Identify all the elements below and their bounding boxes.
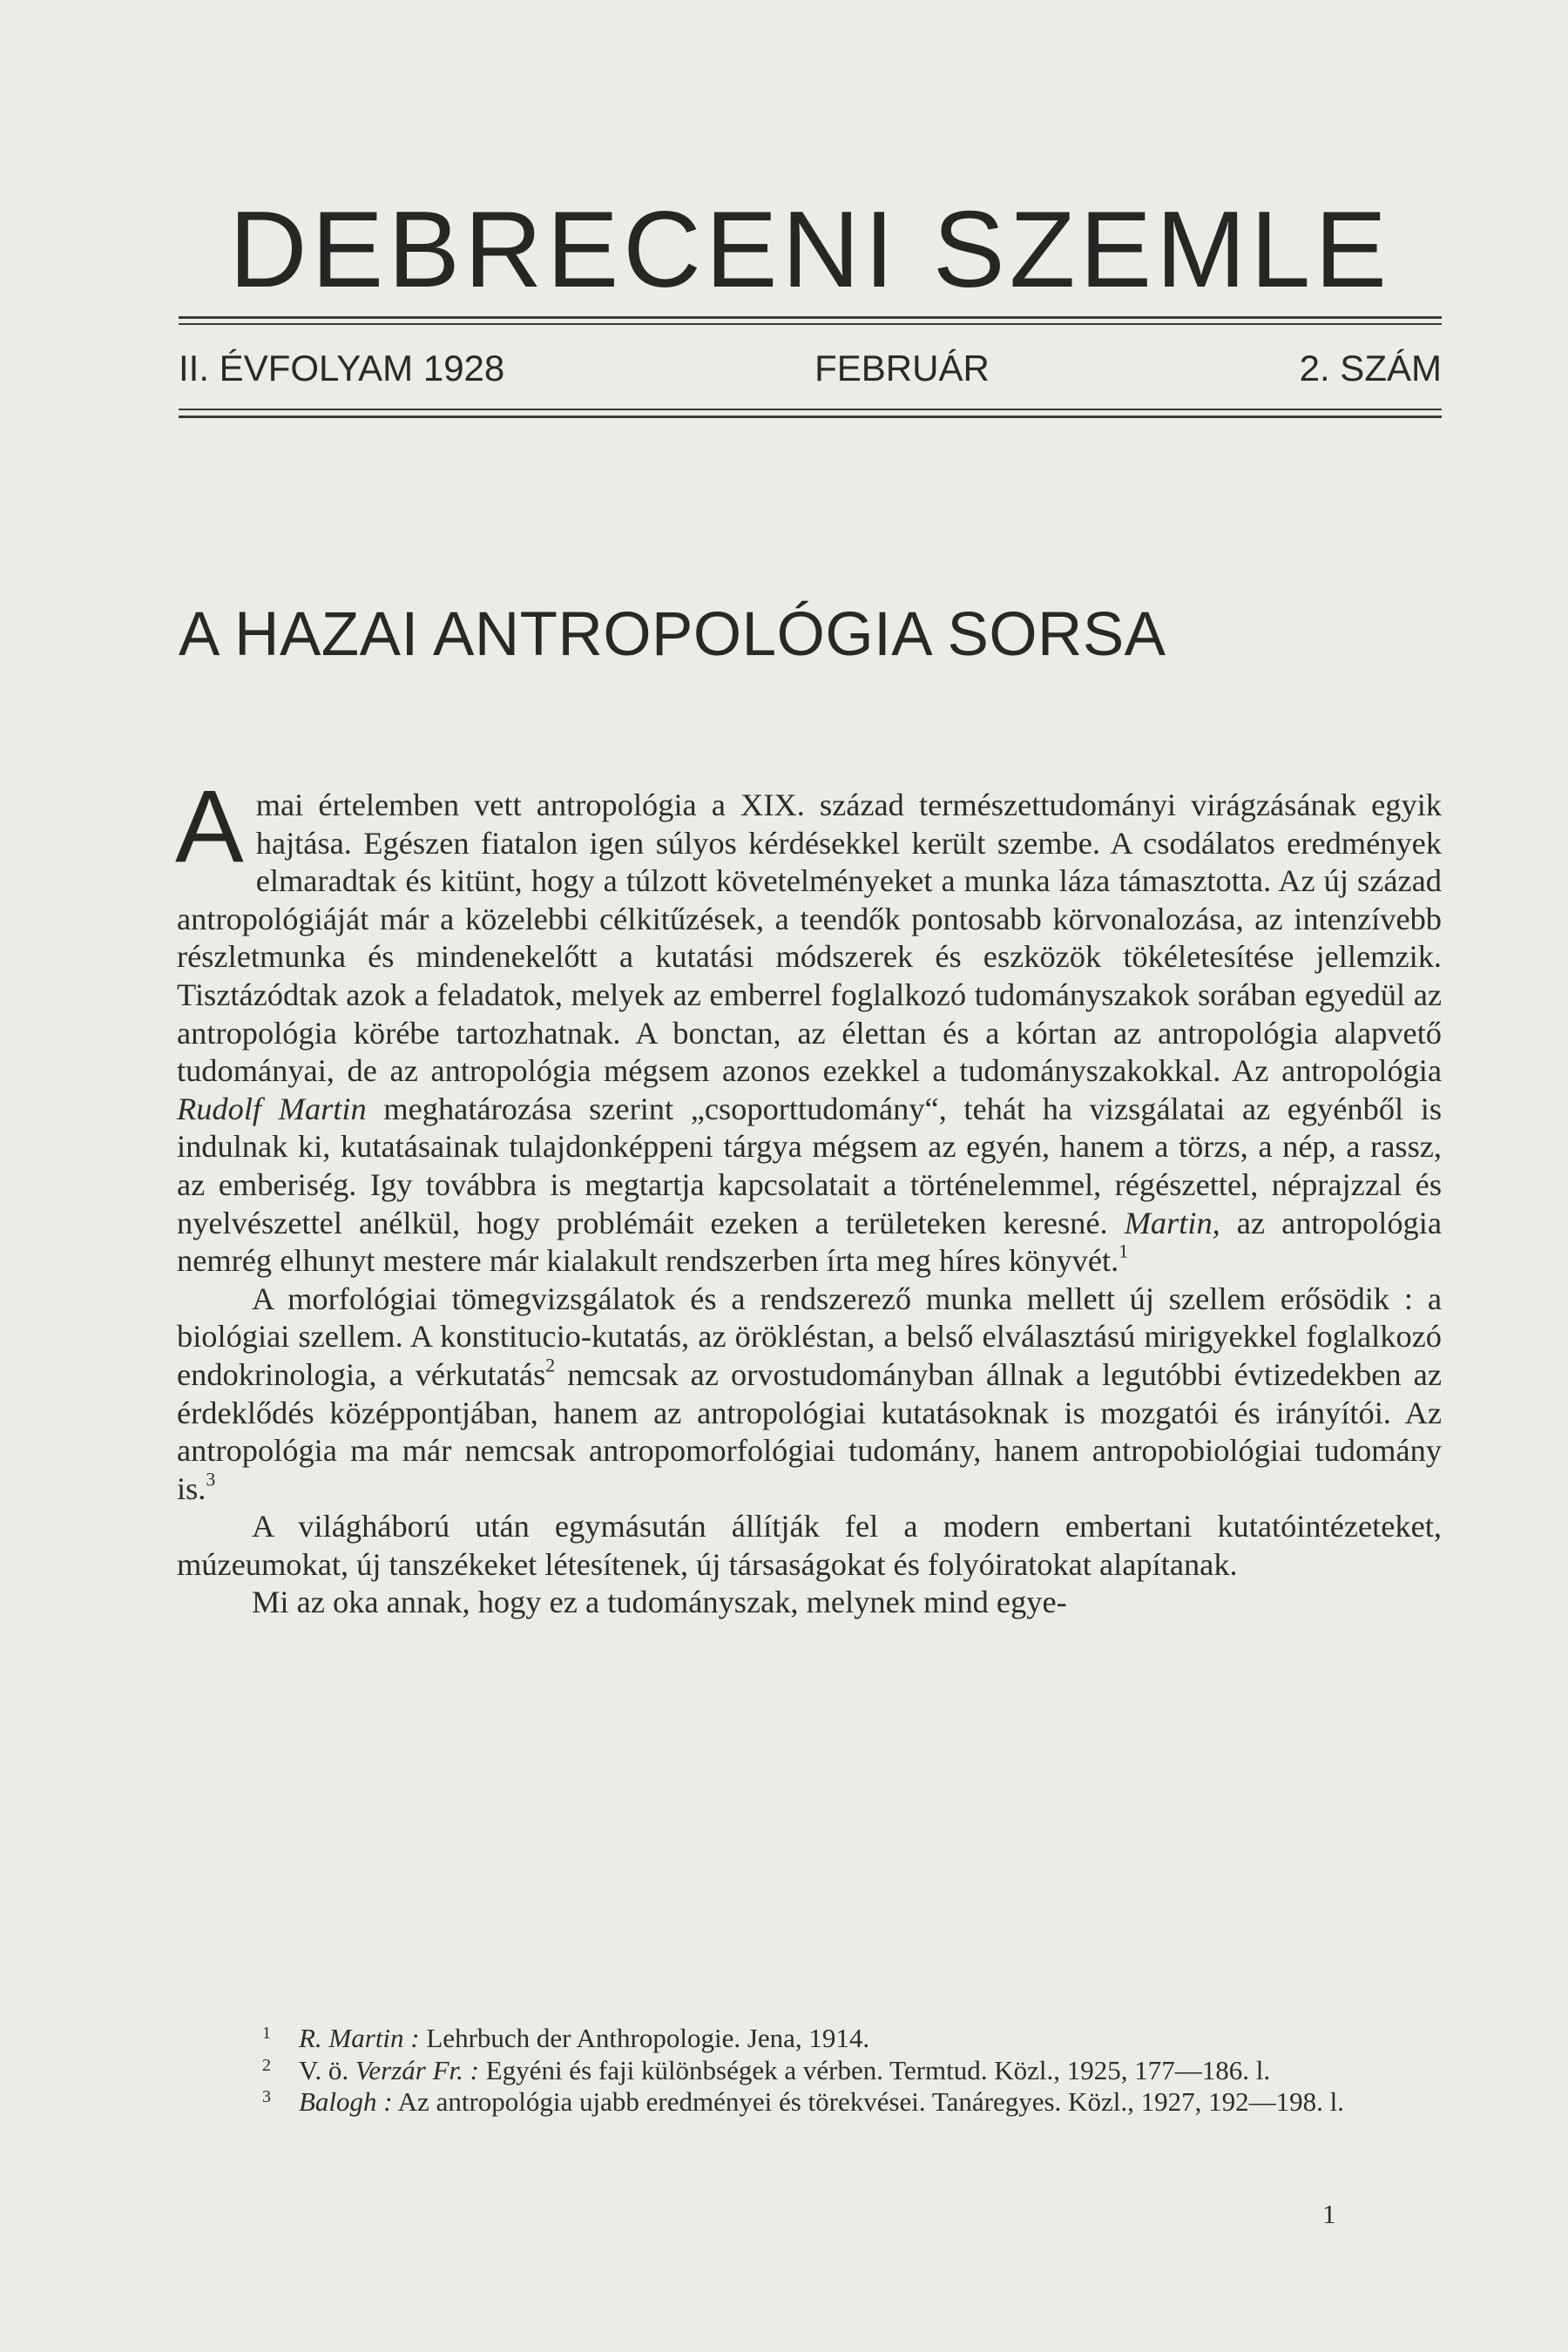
paragraph-2: A morfológiai tömegvizsgálatok és a rendszerező munka mellett új szellem erősödik : a biológiai szellem. A konstitucio-kutatás, az örökléstan, a belső elválasztású mirigyekkel foglalkozó endokrinologia, a vérkutatás$^2$ nemcsak az orvostudományban állnak a legutóbbi évtizedekben az érdeklődés középpontjában, hanem az antropológiai kutatásoknak is mozgatói és irányítói. Az antropológia ma már nemcsak antropomorfológiai tudomány, hanem antropobiológiai tudomány is.$^3$ (177, 1281, 1442, 1506)
paragraph-3: A világháború után egymásután állítják fel a modern embertani kutatóintézeteket, múzeumokat, új tanszékeket létesítenek, új társaságokat és folyóiratokat alapítanak. (177, 1509, 1442, 1582)
footnote-ref: 2 (545, 1355, 556, 1376)
masthead-rule-bottom-thin (179, 409, 1442, 410)
paragraph-4: Mi az oka annak, hogy ez a tudományszak, melynek mind egye- (252, 1585, 1067, 1620)
footnote-author: Verzár Fr. : (355, 2054, 479, 2085)
masthead-rule-bottom (179, 416, 1442, 418)
footnote-3: 3 Balogh : Az antropológia ujabb eredményei és törekvései. Tanáregyes. Közl., 1927, 192—198. l. (177, 2084, 1442, 2116)
footnote-number: 2 (262, 2055, 271, 2075)
person-name: Rudolf Martin (177, 1091, 367, 1126)
paragraph-1: Amai értelemben vett antropológia a XIX. század természettudományi virágzásának egyik hajtása. Egészen fiatalon igen súlyos kérdésekkel került szembe. A csodálatos eredmények elmaradtak és kitünt, hogy a túlzott követelményeket a munka láza támasztotta. Az új század antropológiáját már a közelebbi célkitűzések, a teendők pontosabb körvonalozása, az intenzívebb részletmunka és mindenekelőtt a kutatási módszerek és eszközök tökéletesítése jellemzik. Tisztázódtak azok a feladatok, melyek az emberrel foglalkozó tudományszakok sorában egyedül az antropológia körébe tartozhatnak. A bonctan, az élettan és a kórtan az antropológia alapvető tudományai, de az antropológia mégsem azonos ezekkel a tudományszakokkal. Az antropológia Rudolf Martin meghatározása szerint „csoporttudomány“, tehát ha vizsgálatai az egyénből is indulnak ki, kutatásainak tulajdonképpeni tárgya mégsem az egyén, hanem a törzs, a nép, a rassz, az emberiség. Igy továbbra is megtartja kapcsolatait a történelemmel, régészettel, néprajzzal és nyelvészettel anélkül, hogy problémáit ezeken a területeken keresné. Martin, az antropológia nemrég elhunyt mestere már kialakult rendszerben írta meg híres könyvét.$^1$ (175, 769, 1442, 1279)
masthead-rule-top (179, 316, 1442, 319)
drop-cap: A (175, 769, 244, 884)
volume-year: II. ÉVFOLYAM 1928 (179, 348, 505, 389)
person-name: Martin, (1124, 1205, 1220, 1240)
footnote-number: 3 (262, 2087, 271, 2106)
issue-month: FEBRUÁR (814, 348, 990, 389)
footnote-ref: 1 (1119, 1240, 1129, 1262)
footnote-2: 2 V. ö. Verzár Fr. : Egyéni és faji különbségek a vérben. Termtud. Közl., 1925, 177—186. l. (177, 2052, 1442, 2085)
footnote-ref: 3 (206, 1469, 216, 1490)
issue-info-line (179, 347, 1442, 390)
journal-title: DEBRECENI SZEMLE (228, 190, 1392, 310)
footnotes (177, 2020, 1442, 2116)
footnote-1: 1 R. Martin : Lehrbuch der Anthropologie. Jena, 1914. (177, 2020, 1442, 2052)
article-body (175, 769, 1442, 1622)
footnote-number: 1 (262, 2024, 271, 2043)
masthead-rule-top-thin (179, 323, 1442, 325)
article-title: A HAZAI ANTROPOLÓGIA SORSA (179, 600, 1166, 669)
issue-number: 2. SZÁM (1299, 348, 1442, 389)
page-number: 1 (1322, 2199, 1336, 2229)
footnote-author: R. Martin : (299, 2023, 420, 2053)
footnote-author: Balogh : (299, 2086, 393, 2117)
